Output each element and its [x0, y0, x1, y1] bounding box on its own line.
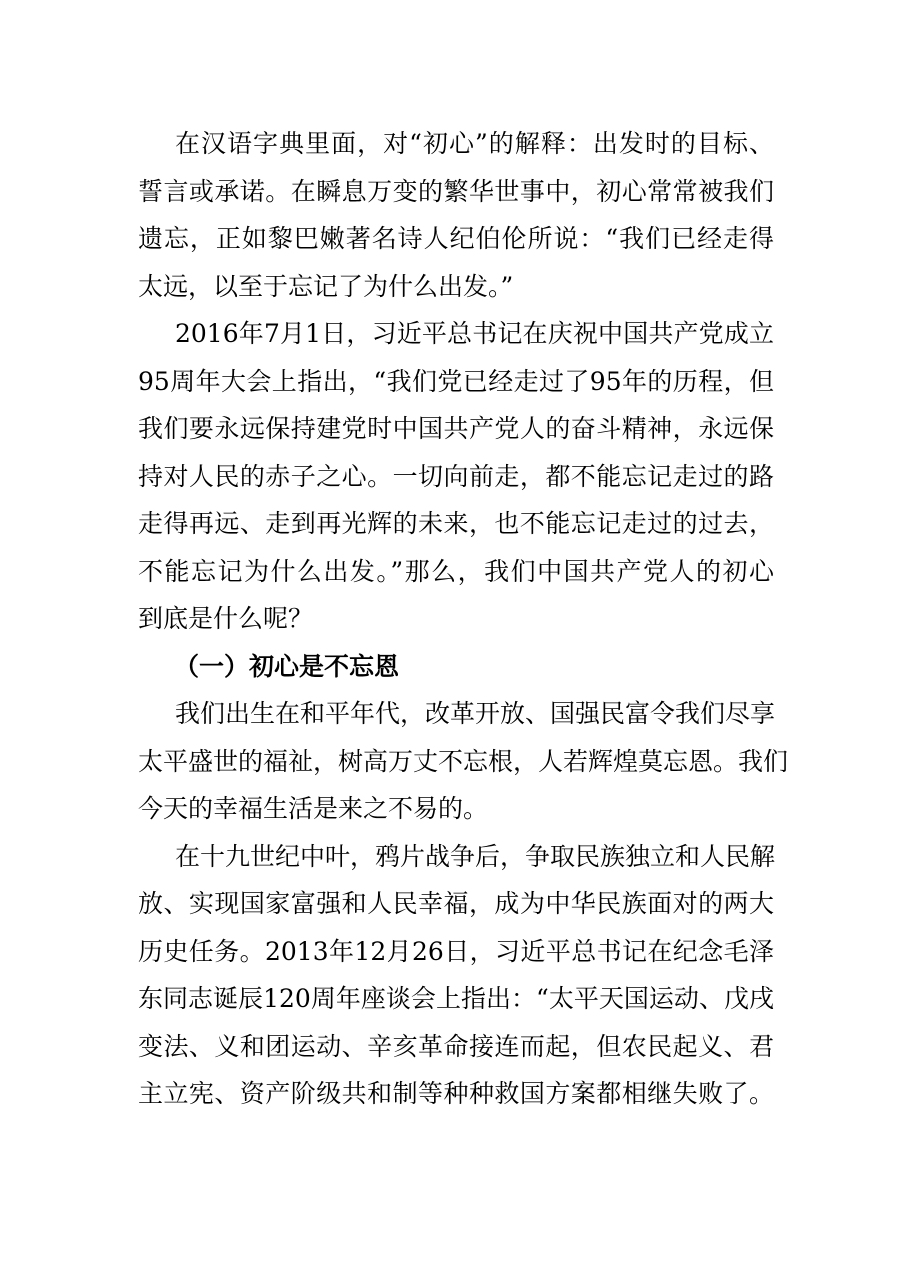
- paragraph-line: 遗忘，正如黎巴嫩著名诗人纪伯伦所说：“我们已经走得: [138, 224, 774, 253]
- paragraph-line: 主立宪、资产阶级共和制等种种救国方案都相继失败了。: [138, 1079, 774, 1108]
- paragraph-line: 我们出生在和平年代，改革开放、国强民富令我们尽享: [175, 699, 776, 728]
- paragraph-line: 变法、义和团运动、辛亥革命接连而起，但农民起义、君: [138, 1031, 774, 1061]
- paragraph: [138, 120, 774, 310]
- paragraph-line: 在汉语字典里面，对“初心”的解释：出发时的目标、: [175, 129, 774, 158]
- paragraph-line: 走得再远、走到再光辉的未来，也不能忘记走过的过去，: [138, 509, 774, 538]
- paragraph: [138, 690, 789, 833]
- section-heading: （一）初心是不忘恩: [174, 651, 400, 681]
- paragraph-line: 东同志诞辰120周年座谈会上指出：“太平天国运动、戊戌: [138, 984, 774, 1013]
- paragraph-line: 誓言或承诺。在瞬息万变的繁华世事中，初心常常被我们: [138, 176, 774, 206]
- paragraph-line: 到底是什么呢？: [138, 604, 314, 633]
- paragraph-line: 太平盛世的福祉，树高万丈不忘根，人若辉煌莫忘恩。我们: [138, 746, 789, 776]
- paragraph-line: 太远，以至于忘记了为什么出发。”: [138, 271, 514, 301]
- document-body: [138, 120, 789, 1118]
- paragraph-line: 不能忘记为什么出发。”那么，我们中国共产党人的初心: [138, 556, 774, 586]
- paragraph-line: 历史任务。2013年12月26日，习近平总书记在纪念毛泽: [138, 936, 774, 966]
- paragraph-line: 持对人民的赤子之心。一切向前走，都不能忘记走过的路: [138, 461, 774, 491]
- paragraph-line: 95周年大会上指出，“我们党已经走过了95年的历程，但: [138, 366, 774, 396]
- paragraph-line: 今天的幸福生活是来之不易的。: [138, 794, 489, 823]
- paragraph: [138, 310, 774, 643]
- paragraph-line: 我们要永远保持建党时中国共产党人的奋斗精神，永远保: [138, 414, 774, 443]
- paragraph-line: 在十九世纪中叶，鸦片战争后，争取民族独立和人民解: [175, 841, 776, 871]
- paragraph-line: 2016年7月1日，习近平总书记在庆祝中国共产党成立: [175, 319, 774, 348]
- paragraph: [138, 833, 774, 1118]
- paragraph-line: 放、实现国家富强和人民幸福，成为中华民族面对的两大: [138, 889, 774, 918]
